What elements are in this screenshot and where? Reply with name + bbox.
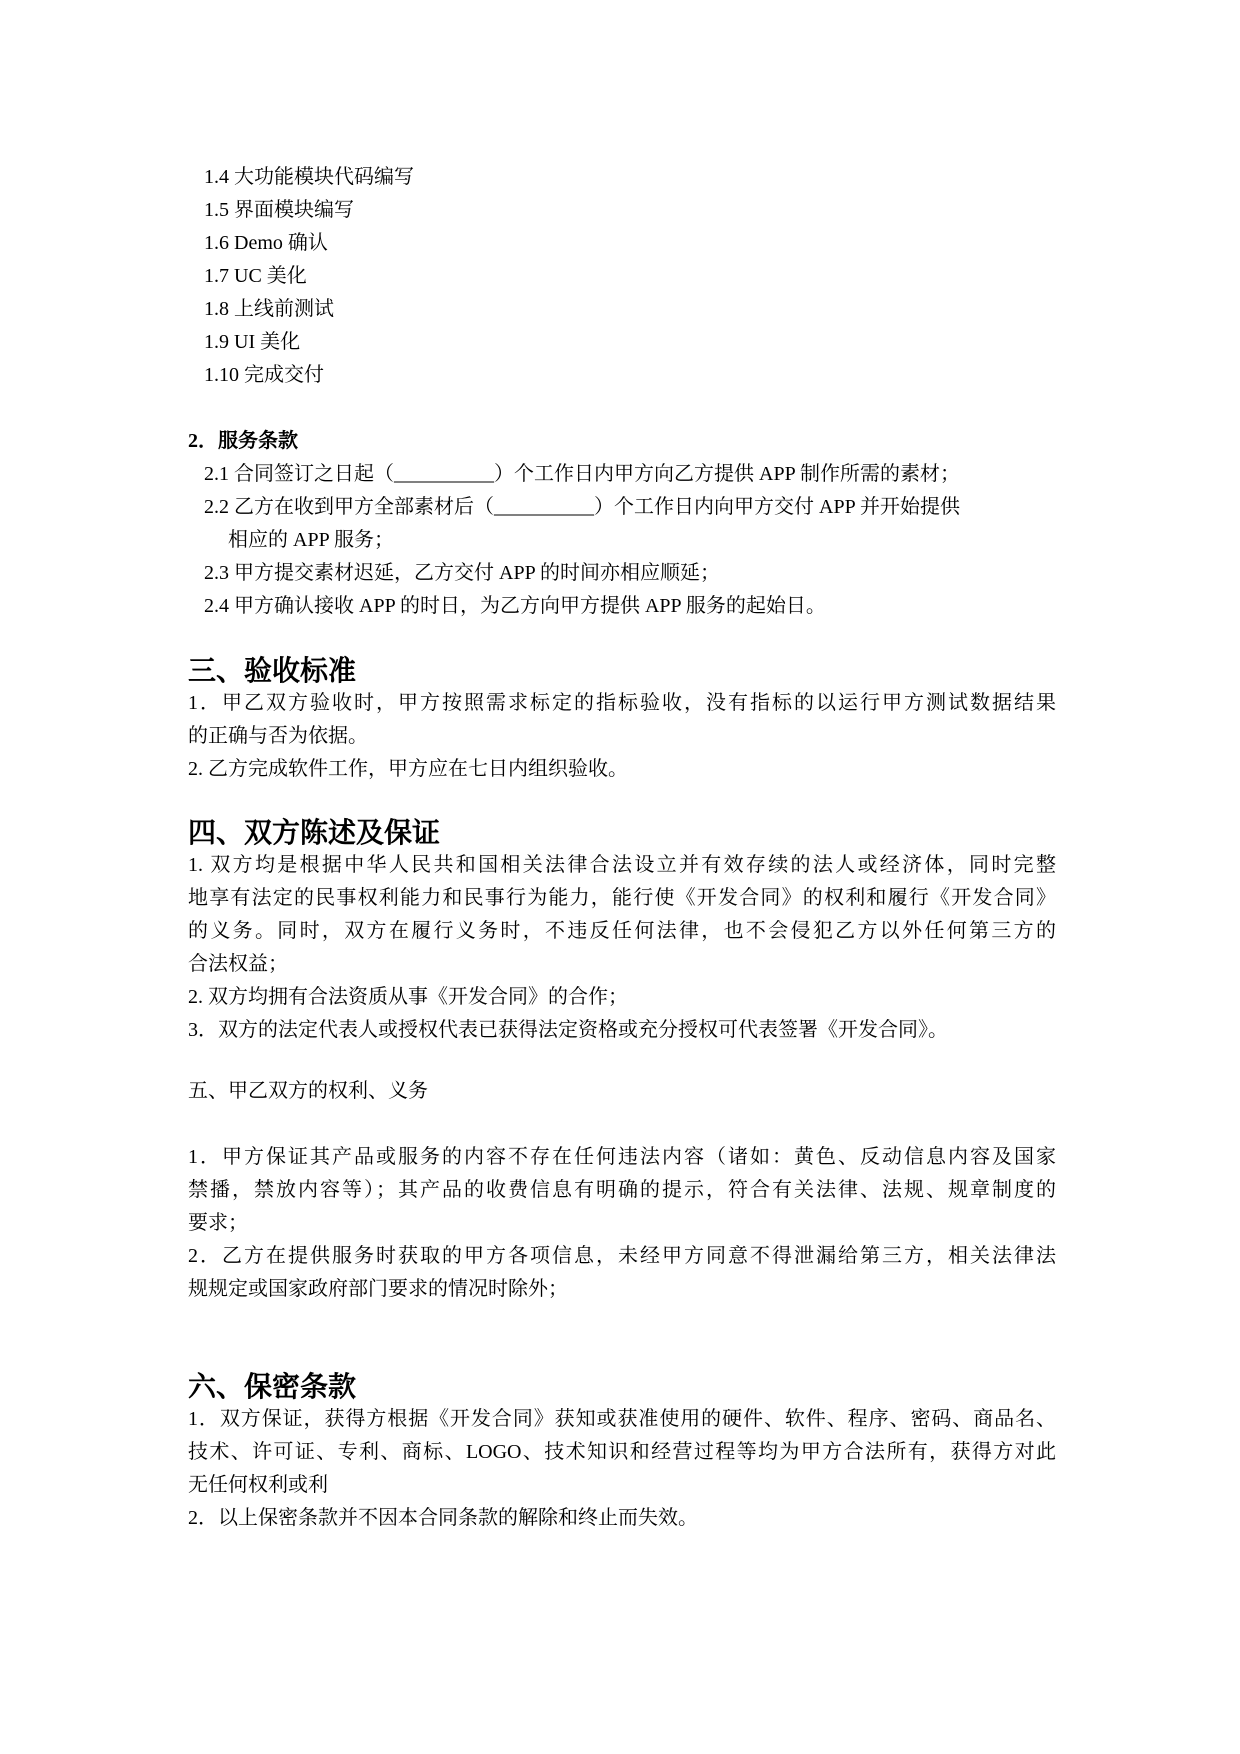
paragraph-line: 无任何权利或利 <box>188 1474 328 1496</box>
list-item: 1.7 UC 美化 <box>204 265 307 287</box>
list-item: 1.8 上线前测试 <box>204 298 334 320</box>
list-item: 2.4 甲方确认接收 APP 的时日，为乙方向甲方提供 APP 服务的起始日。 <box>204 595 826 617</box>
subsection-title: 2．服务条款 <box>188 430 298 452</box>
paragraph-line: 2．乙方在提供服务时获取的甲方各项信息，未经甲方同意不得泄漏给第三方，相关法律法 <box>188 1245 1056 1267</box>
paragraph-line: 地享有法定的民事权利能力和民事行为能力，能行使《开发合同》的权利和履行《开发合同》 <box>188 887 1056 909</box>
list-item: 2.2 乙方在收到甲方全部素材后（__________）个工作日内向甲方交付 APP 并开始提供 <box>204 496 960 518</box>
paragraph-line: 1．甲乙双方验收时，甲方按照需求标定的指标验收，没有指标的以运行甲方测试数据结果 <box>188 692 1056 714</box>
list-item: 1.10 完成交付 <box>204 364 324 386</box>
paragraph-line: 规规定或国家政府部门要求的情况时除外； <box>188 1278 568 1300</box>
paragraph-line: 的正确与否为依据。 <box>188 725 368 747</box>
list-item: 1.9 UI 美化 <box>204 331 301 353</box>
paragraph-line: 禁播，禁放内容等）；其产品的收费信息有明确的提示，符合有关法律、法规、规章制度的 <box>188 1179 1056 1201</box>
paragraph-line: 2．以上保密条款并不因本合同条款的解除和终止而失效。 <box>188 1507 698 1529</box>
paragraph-line: 技术、许可证、专利、商标、LOGO、技术知识和经营过程等均为甲方合法所有，获得方对此 <box>188 1441 1056 1463</box>
paragraph-line: 要求； <box>188 1212 248 1234</box>
paragraph-line: 的义务。同时，双方在履行义务时，不违反任何法律，也不会侵犯乙方以外任何第三方的 <box>188 920 1056 942</box>
section-heading: 三、验收标准 <box>188 656 357 687</box>
list-item: 1.5 界面模块编写 <box>204 199 354 221</box>
list-item: 1.6 Demo 确认 <box>204 232 328 254</box>
paragraph-line: 2. 乙方完成软件工作，甲方应在七日内组织验收。 <box>188 758 628 780</box>
list-item: 2.3 甲方提交素材迟延，乙方交付 APP 的时间亦相应顺延； <box>204 562 720 584</box>
paragraph-line: 1．双方保证，获得方根据《开发合同》获知或获准使用的硬件、软件、程序、密码、商品名、 <box>188 1408 1056 1430</box>
paragraph-line: 合法权益； <box>188 953 288 975</box>
section-heading: 六、保密条款 <box>188 1372 357 1403</box>
paragraph-line: 1. 双方均是根据中华人民共和国相关法律合法设立并有效存续的法人或经济体，同时完整 <box>188 854 1056 876</box>
paragraph-line: 3．双方的法定代表人或授权代表已获得法定资格或充分授权可代表签署《开发合同》。 <box>188 1019 948 1041</box>
list-item: 1.4 大功能模块代码编写 <box>204 166 414 188</box>
section-heading: 四、双方陈述及保证 <box>188 818 441 849</box>
paragraph-line: 1．甲方保证其产品或服务的内容不存在任何违法内容（诸如：黄色、反动信息内容及国家 <box>188 1146 1056 1168</box>
paragraph-line: 2. 双方均拥有合法资质从事《开发合同》的合作； <box>188 986 628 1008</box>
section-heading: 五、甲乙双方的权利、义务 <box>188 1080 428 1102</box>
list-item-continuation: 相应的 APP 服务； <box>228 529 394 551</box>
list-item: 2.1 合同签订之日起（__________）个工作日内甲方向乙方提供 APP 制作所需的素材； <box>204 463 960 485</box>
